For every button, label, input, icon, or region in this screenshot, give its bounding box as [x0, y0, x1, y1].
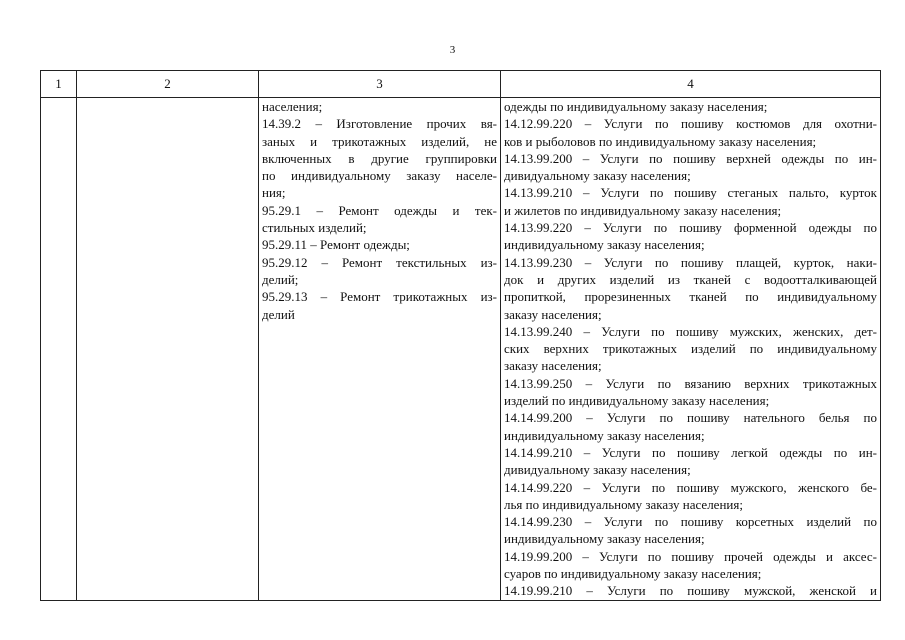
column-header-3: 3 [259, 71, 501, 98]
cell-col-1 [41, 98, 77, 601]
page-number: 3 [449, 44, 456, 56]
cell-text-line: 14.13.99.200 – Услуги по пошиву верхней одежды по ин- [504, 150, 877, 166]
cell-text-line: 95.29.12 – Ремонт текстильных из- [262, 254, 497, 270]
cell-text-line: ния; [262, 185, 286, 201]
cell-text-line: 14.39.2 – Изготовление прочих вя- [262, 116, 497, 132]
cell-text-line: индивидуальному заказу населения; [504, 531, 705, 547]
cell-text-line: 14.13.99.230 – Услуги по пошиву плащей, курток, наки- [504, 254, 877, 270]
cell-text-line: стильных изделий; [262, 220, 367, 236]
cell-text-line: суаров по индивидуальному заказу населения; [504, 566, 762, 582]
cell-text-line: индивидуальному заказу населения; [504, 427, 705, 443]
cell-text-line: 14.19.99.200 – Услуги по пошиву прочей одежды и аксес- [504, 548, 877, 564]
cell-text-line: одежды по индивидуальному заказу населения; [504, 99, 768, 114]
cell-text-line: 95.29.13 – Ремонт трикотажных из- [262, 289, 497, 305]
column-header-2: 2 [77, 71, 259, 98]
cell-col-2 [77, 98, 259, 601]
cell-text-line: изделий по индивидуальному заказу населения; [504, 393, 770, 409]
cell-text-line: населения; [262, 99, 323, 114]
cell-col-3-text [259, 98, 500, 323]
cell-text-line: лья по индивидуальному заказу населения; [504, 496, 743, 512]
cell-text-line: и жилетов по индивидуальному заказу населения; [504, 202, 782, 218]
cell-text-line: делий; [262, 271, 299, 287]
cell-text-line: включенных в другие группировки [262, 150, 497, 166]
cell-text-line: 14.13.99.240 – Услуги по пошиву мужских, женских, дет- [504, 323, 877, 339]
column-header-1: 1 [41, 71, 77, 98]
column-header-4: 4 [501, 71, 881, 98]
table-header-row [41, 71, 881, 98]
cell-col-4 [501, 98, 881, 601]
cell-text-line: 14.14.99.230 – Услуги по пошиву корсетных изделий по [504, 514, 877, 530]
cell-text-line: 14.13.99.250 – Услуги по вязанию верхних трикотажных [504, 375, 877, 391]
cell-text-line: по индивидуальному заказу населе- [262, 168, 497, 184]
cell-text-line: 14.13.99.220 – Услуги по пошиву форменной одежды по [504, 220, 877, 236]
cell-text-line: заных и трикотажных изделий, не [262, 133, 497, 149]
cell-text-line: индивидуальному заказу населения; [504, 237, 705, 253]
cell-text-line: 14.19.99.210 – Услуги по пошиву мужской, женской и [504, 583, 877, 599]
cell-text-line: 14.13.99.210 – Услуги по пошиву стеганых пальто, курток [504, 185, 877, 201]
cell-text-line: дивидуальному заказу населения; [504, 168, 691, 184]
cell-text-line: 95.29.1 – Ремонт одежды и тек- [262, 202, 497, 218]
cell-text-line: ков и рыболовов по индивидуальному заказу населения; [504, 133, 817, 149]
cell-text-line: 14.14.99.210 – Услуги по пошиву легкой одежды по ин- [504, 444, 877, 460]
table-row [41, 98, 881, 601]
cell-text-line: ских верхних трикотажных изделий по индивидуальному [504, 341, 877, 357]
cell-col-4-text [501, 98, 880, 600]
cell-text-line: дивидуальному заказу населения; [504, 462, 691, 478]
cell-col-3 [259, 98, 501, 601]
cell-text-line: 95.29.11 – Ремонт одежды; [262, 237, 410, 253]
cell-text-line: 14.14.99.200 – Услуги по пошиву нательного белья по [504, 410, 877, 426]
cell-text-line: заказу населения; [504, 306, 602, 322]
cell-text-line: пропиткой, прорезиненных тканей по индивидуальному [504, 289, 877, 305]
cell-text-line: 14.14.99.220 – Услуги по пошиву мужского, женского бе- [504, 479, 877, 495]
cell-text-line: док и других изделий из тканей с водоотталкивающей [504, 271, 877, 287]
cell-text-line: 14.12.99.220 – Услуги по пошиву костюмов для охотни- [504, 116, 877, 132]
cell-text-line: делий [262, 306, 295, 322]
document-table [40, 70, 881, 601]
cell-text-line: заказу населения; [504, 358, 602, 374]
